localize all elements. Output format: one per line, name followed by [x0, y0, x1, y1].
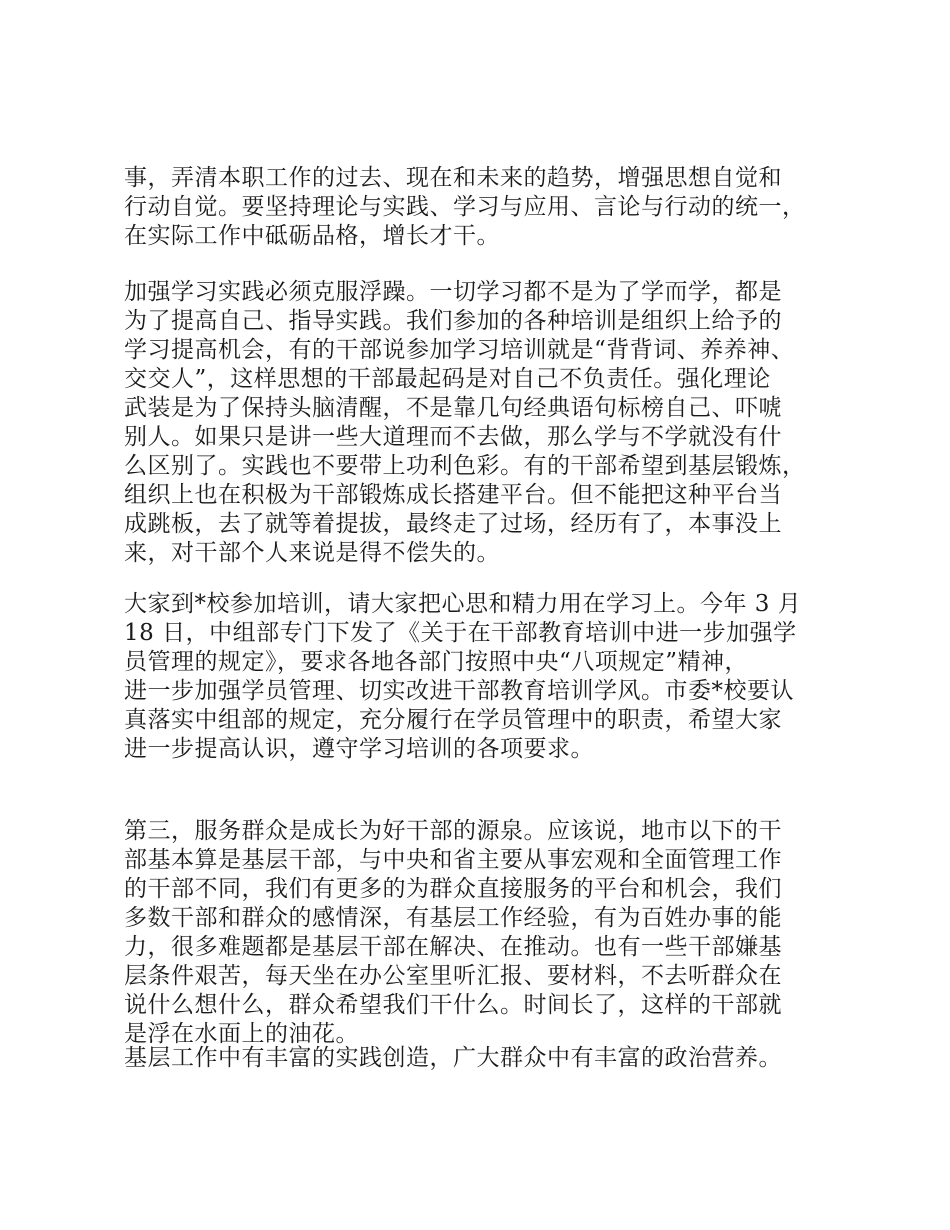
text-line: 武装是为了保持头脑清醒，不是靠几句经典语句标榜自己、吓唬	[124, 395, 782, 421]
paragraph-2	[124, 278, 839, 568]
text-line: 多数干部和群众的感情深，有基层工作经验，有为百姓办事的能	[124, 905, 782, 931]
text-line: 是浮在水面上的油花。	[124, 1021, 359, 1047]
text-line: 力，很多难题都是基层干部在解决、在推动。也有一些干部嫌基	[124, 934, 782, 960]
text-line: 来，对干部个人来说是得不偿失的。	[124, 540, 500, 566]
text-line: 员管理的规定》，要求各地各部门按照中央“八项规定”精神，	[124, 649, 749, 675]
text-line: 为了提高自己、指导实践。我们参加的各种培训是组织上给予的	[124, 308, 782, 334]
text-line: 的干部不同，我们有更多的为群众直接服务的平台和机会，我们	[124, 876, 782, 902]
text-line: 成跳板，去了就等着提拔，最终走了过场，经历有了，本事没上	[124, 511, 782, 537]
text-line: 进一步提高认识，遵守学习培训的各项要求。	[124, 736, 594, 762]
text-line: 层条件艰苦，每天坐在办公室里听汇报、要材料，不去听群众在	[124, 963, 782, 989]
text-line: 组织上也在积极为干部锻炼成长搭建平台。但不能把这种平台当	[124, 482, 782, 508]
paragraph-1	[124, 164, 839, 251]
text-line: 大家到*校参加培训，请大家把心思和精力用在学习上。今年 3 月	[124, 591, 802, 617]
text-line: 说什么想什么，群众希望我们干什么。时间长了，这样的干部就	[124, 992, 782, 1018]
text-line: 真落实中组部的规定，充分履行在学员管理中的职责，希望大家	[124, 707, 782, 733]
paragraph-4	[124, 817, 839, 1049]
text-line: 事，弄清本职工作的过去、现在和未来的趋势，增强思想自觉和	[124, 165, 782, 191]
text-line: 在实际工作中砥砺品格，增长才干。	[124, 223, 500, 249]
paragraph-5	[124, 1044, 839, 1073]
text-line: 别人。如果只是讲一些大道理而不去做，那么学与不学就没有什	[124, 424, 782, 450]
text-line: 第三，服务群众是成长为好干部的源泉。应该说，地市以下的干	[124, 818, 782, 844]
text-line: 18 日，中组部专门下发了《关于在干部教育培训中进一步加强学	[124, 620, 797, 646]
text-line: 进一步加强学员管理、切实改进干部教育培训学风。市委*校要认	[124, 678, 794, 704]
text-line: 学习提高机会，有的干部说参加学习培训就是“背背词、养养神、	[124, 337, 795, 363]
text-line: 行动自觉。要坚持理论与实践、学习与应用、言论与行动的统一，	[124, 194, 806, 220]
text-line: 部基本算是基层干部，与中央和省主要从事宏观和全面管理工作	[124, 847, 782, 873]
text-line: 加强学习实践必须克服浮躁。一切学习都不是为了学而学，都是	[124, 279, 782, 305]
text-line: 基层工作中有丰富的实践创造，广大群众中有丰富的政治营养。	[124, 1045, 782, 1071]
text-line: 交交人”，这样思想的干部最起码是对自己不负责任。强化理论	[124, 366, 771, 392]
paragraph-3	[124, 590, 839, 764]
text-line: 么区别了。实践也不要带上功利色彩。有的干部希望到基层锻炼，	[124, 453, 806, 479]
